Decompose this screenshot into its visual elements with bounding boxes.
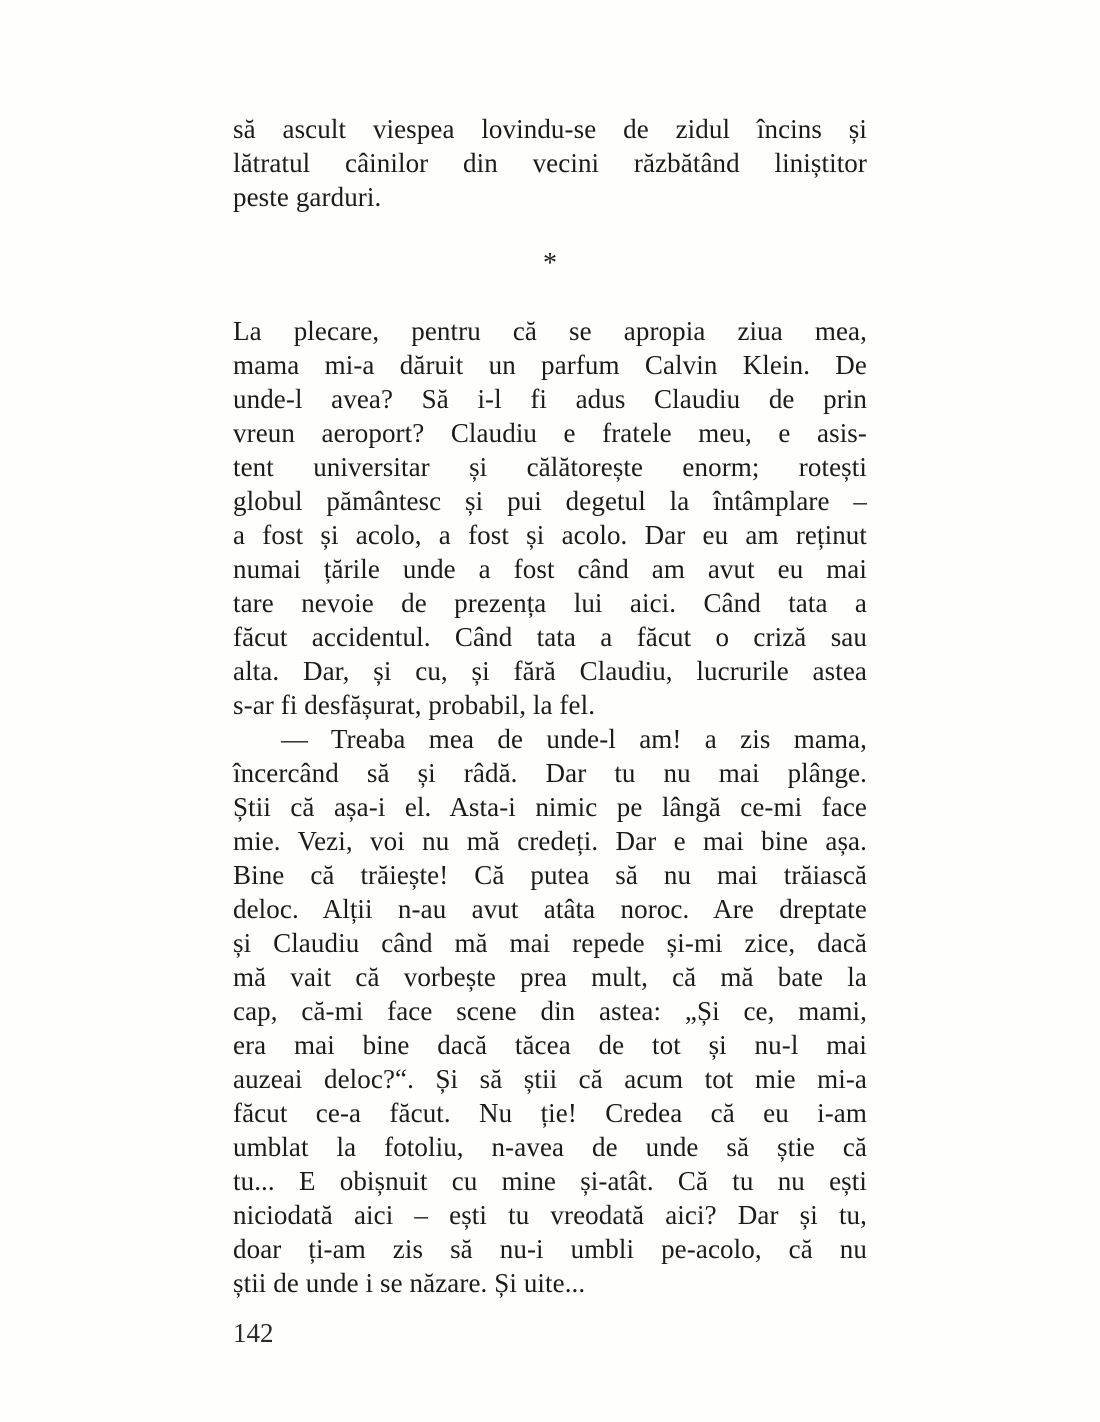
text-line: să ascult viespea lovindu-se de zidul încins și [233,114,867,144]
section-break [233,214,867,314]
text-line: știi de unde i se năzare. Și uite... [233,1268,586,1298]
text-line: tare nevoie de prezența lui aici. Când tata a [233,588,867,618]
asterisk-separator: * [542,248,558,279]
text-line: mie. Vezi, voi nu mă credeți. Dar e mai bine așa. [233,826,867,856]
text-line: alta. Dar, și cu, și fără Claudiu, lucrurile astea [233,656,867,686]
text-line: încercând să și râdă. Dar tu nu mai plânge. [233,758,867,788]
text-line: mă vait că vorbește prea mult, că mă bate la [233,962,867,992]
text-line: era mai bine dacă tăcea de tot și nu-l mai [233,1030,867,1060]
paragraph-main [233,314,867,722]
page-number: 142 [233,1318,274,1348]
text-line: Bine că trăiește! Că putea să nu mai trăiască [233,860,867,890]
text-line: tu... E obișnuit cu mine și-atât. Că tu nu ești [233,1166,867,1196]
text-line: mama mi-a dăruit un parfum Calvin Klein. De [233,350,867,380]
text-line: unde-l avea? Să i-l fi adus Claudiu de prin [233,384,867,414]
text-line: deloc. Alții n-au avut atâta noroc. Are dreptate [233,894,867,924]
text-line: făcut accidentul. Când tata a făcut o criză sau [233,622,867,652]
text-line: doar ți-am zis să nu-i umbli pe-acolo, că nu [233,1234,867,1264]
text-line: vreun aeroport? Claudiu e fratele meu, e asis- [233,418,867,448]
text-line: numai țările unde a fost când am avut eu mai [233,554,867,584]
text-line: tent universitar și călătorește enorm; rotești [233,452,867,482]
paragraph-dialogue [233,722,867,1300]
paragraph-continuation [233,112,867,214]
text-column [233,112,867,1300]
text-line: lătratul câinilor din vecini răzbătând liniștitor [233,148,867,178]
text-line: globul pământesc și pui degetul la întâmplare – [233,486,867,516]
text-line: a fost și acolo, a fost și acolo. Dar eu am reținut [233,520,867,550]
text-line: umblat la fotoliu, n-avea de unde să știe că [233,1132,867,1162]
text-line: Știi că așa-i el. Asta-i nimic pe lângă ce-mi face [233,792,867,822]
text-line: și Claudiu când mă mai repede și-mi zice, dacă [233,928,867,958]
text-line: făcut ce-a făcut. Nu ție! Credea că eu i-am [233,1098,867,1128]
text-line: peste garduri. [233,182,382,212]
text-line: niciodată aici – ești tu vreodată aici? Dar și tu, [233,1200,867,1230]
text-line: s-ar fi desfășurat, probabil, la fel. [233,690,596,720]
text-line: — Treaba mea de unde-l am! a zis mama, [281,724,867,754]
text-line: cap, că-mi face scene din astea: „Și ce, mami, [233,996,867,1026]
text-line: La plecare, pentru că se apropia ziua mea, [233,316,867,346]
text-line: auzeai deloc?“. Și să știi că acum tot mie mi-a [233,1064,867,1094]
